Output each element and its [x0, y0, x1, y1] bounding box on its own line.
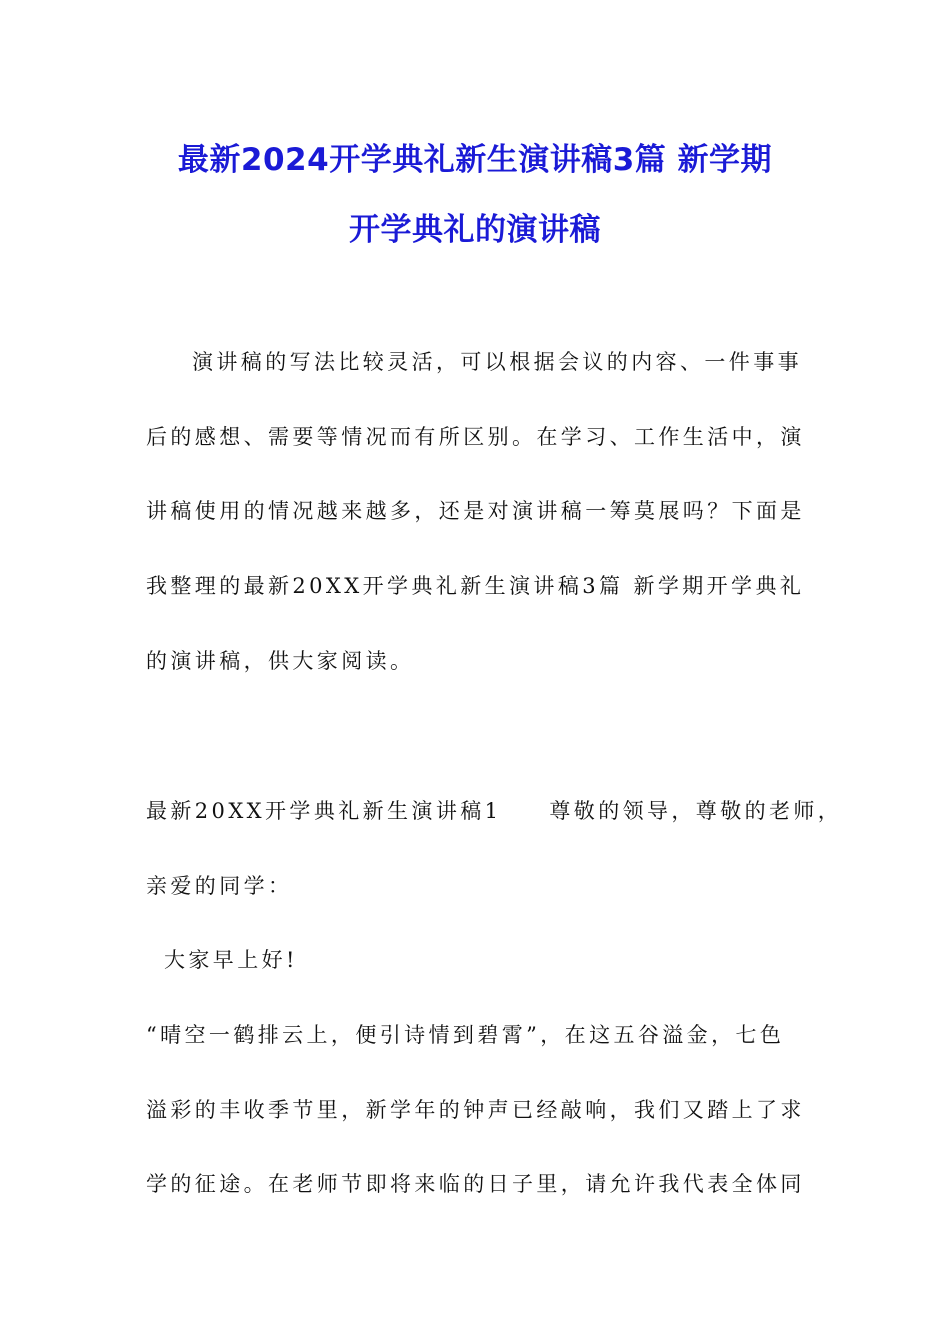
section-heading: 最新20XX开学典礼新生演讲稿1 [146, 799, 502, 823]
greeting: 大家早上好! [164, 948, 298, 972]
intro-line-3: 讲稿使用的情况越来越多，还是对演讲稿一筹莫展吗？下面是 [146, 499, 805, 523]
intro-line-4: 我整理的最新20XX开学典礼新生演讲稿3篇 新学期开学典礼 [146, 574, 805, 598]
body-line-3: 学的征途。在老师节即将来临的日子里，请允许我代表全体同 [146, 1172, 805, 1196]
section-heading-row [146, 795, 843, 825]
salutation-continued: 亲爱的同学： [146, 874, 293, 898]
intro-line-5: 的演讲稿，供大家阅读。 [146, 649, 415, 673]
intro-line-1: 演讲稿的写法比较灵活，可以根据会议的内容、一件事事 [192, 350, 802, 374]
body-line-1: “晴空一鹤排云上，便引诗情到碧霄”，在这五谷溢金，七色 [146, 1023, 785, 1047]
document-title-line-1: 最新2024开学典礼新生演讲稿3篇 新学期 [177, 142, 773, 178]
document-title-line-2: 开学典礼的演讲稿 [349, 212, 601, 248]
intro-line-2: 后的感想、需要等情况而有所区别。在学习、工作生活中，演 [146, 425, 805, 449]
body-line-2: 溢彩的丰收季节里，新学年的钟声已经敲响，我们又踏上了求 [146, 1098, 805, 1122]
salutation: 尊敬的领导，尊敬的老师， [549, 799, 843, 823]
